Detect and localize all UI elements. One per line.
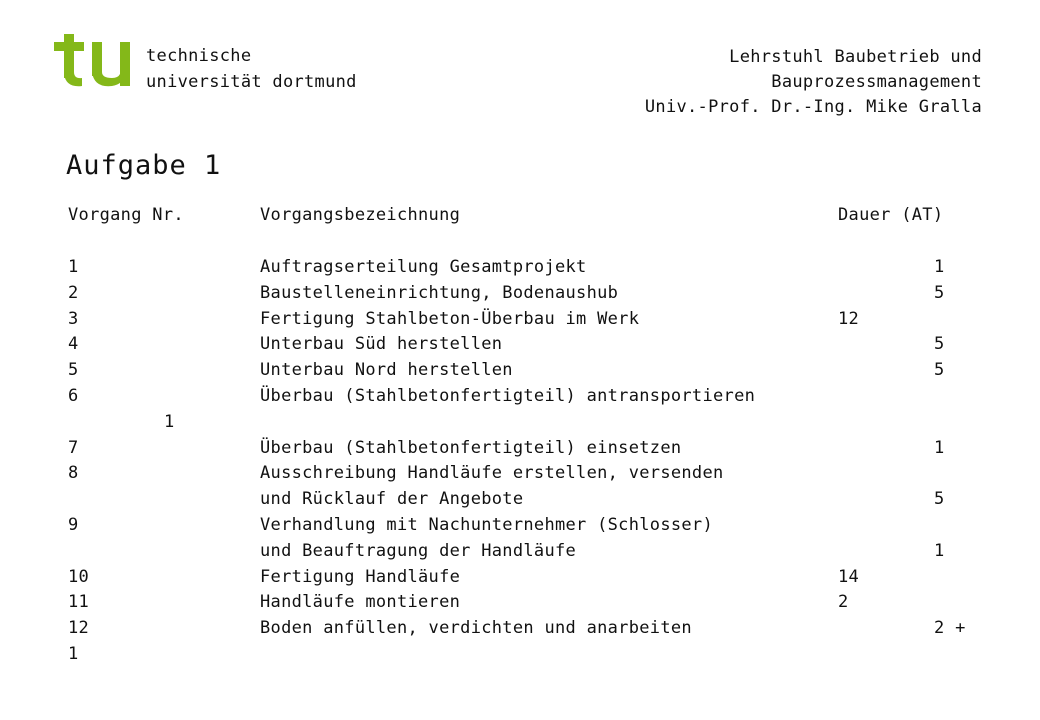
- row-nr: 9: [68, 514, 79, 535]
- row-dur: 1: [934, 257, 945, 277]
- row-desc: Fertigung Handläufe: [260, 566, 461, 587]
- tu-logo: [54, 34, 134, 90]
- table-row: [68, 257, 998, 283]
- row-nr: 4: [68, 334, 79, 355]
- row-dur: 2 +: [934, 618, 966, 639]
- row-dur: 12: [838, 308, 860, 329]
- row-desc-cont: und Rücklauf der Angebote: [260, 489, 524, 510]
- table-row-wrap: [68, 644, 998, 670]
- table-row: [68, 438, 998, 464]
- chair-line1: Lehrstuhl Baubetrieb und: [729, 47, 982, 67]
- row-desc: Verhandlung mit Nachunternehmer (Schlosser): [260, 514, 713, 535]
- row-desc-cont: und Beauftragung der Handläufe: [260, 540, 577, 561]
- table-row: [68, 309, 998, 335]
- row-dur: 2: [838, 592, 849, 613]
- table-row: [68, 592, 998, 618]
- row-desc: Überbau (Stahlbetonfertigteil) antransportieren: [260, 385, 756, 406]
- row-nr: 11: [68, 592, 90, 613]
- table-row: [68, 334, 998, 360]
- row-dur: 5: [934, 334, 945, 355]
- row-dur-cont: 1: [68, 643, 79, 664]
- chair-line2: Bauprozessmanagement: [771, 72, 982, 92]
- logo-text-line1: technische: [146, 46, 252, 66]
- row-desc: Ausschreibung Handläufe erstellen, versenden: [260, 463, 724, 484]
- activity-table: [68, 205, 998, 670]
- table-row: [68, 386, 998, 412]
- table-row: [68, 567, 998, 593]
- row-nr: 8: [68, 463, 79, 484]
- table-row: [68, 618, 998, 644]
- row-dur: 5: [934, 489, 945, 510]
- university-name: [146, 43, 357, 95]
- row-desc: Fertigung Stahlbeton-Überbau im Werk: [260, 308, 640, 329]
- row-dur: 1: [934, 540, 945, 561]
- col-header-dur: Dauer (AT): [838, 205, 944, 225]
- table-row-wrap: [68, 489, 998, 515]
- logo-text-line2: universität dortmund: [146, 72, 357, 92]
- row-desc: Boden anfüllen, verdichten und anarbeiten: [260, 618, 692, 639]
- chair-header: [645, 45, 982, 120]
- row-desc: Handläufe montieren: [260, 592, 461, 613]
- row-dur: 14: [838, 566, 860, 587]
- row-nr: 5: [68, 360, 79, 381]
- table-row-wrap: [68, 412, 998, 438]
- table-row: [68, 463, 998, 489]
- col-header-nr: Vorgang Nr.: [68, 205, 184, 225]
- table-row-wrap: [68, 541, 998, 567]
- row-desc: Überbau (Stahlbetonfertigteil) einsetzen: [260, 437, 682, 458]
- row-desc: Auftragserteilung Gesamtprojekt: [260, 257, 587, 277]
- row-nr: 12: [68, 618, 90, 639]
- row-dur: 5: [934, 360, 945, 381]
- table-header: [68, 205, 998, 257]
- row-nr: 2: [68, 282, 79, 303]
- row-desc: Unterbau Nord herstellen: [260, 360, 513, 381]
- row-dur: 5: [934, 282, 945, 303]
- row-desc: Unterbau Süd herstellen: [260, 334, 503, 355]
- row-desc: Baustelleneinrichtung, Bodenaushub: [260, 282, 619, 303]
- chair-line3: Univ.-Prof. Dr.-Ing. Mike Gralla: [644, 97, 982, 117]
- col-header-desc: Vorgangsbezeichnung: [260, 205, 461, 225]
- table-row: [68, 360, 998, 386]
- row-nr: 7: [68, 437, 79, 458]
- row-dur: 1: [164, 411, 175, 432]
- row-dur: 1: [934, 437, 945, 458]
- page-title: Aufgabe 1: [66, 150, 222, 181]
- table-row: [68, 283, 998, 309]
- row-nr: 10: [68, 566, 90, 587]
- row-nr: 6: [68, 385, 79, 406]
- table-row: [68, 515, 998, 541]
- row-nr: 1: [68, 257, 79, 277]
- row-nr: 3: [68, 308, 79, 329]
